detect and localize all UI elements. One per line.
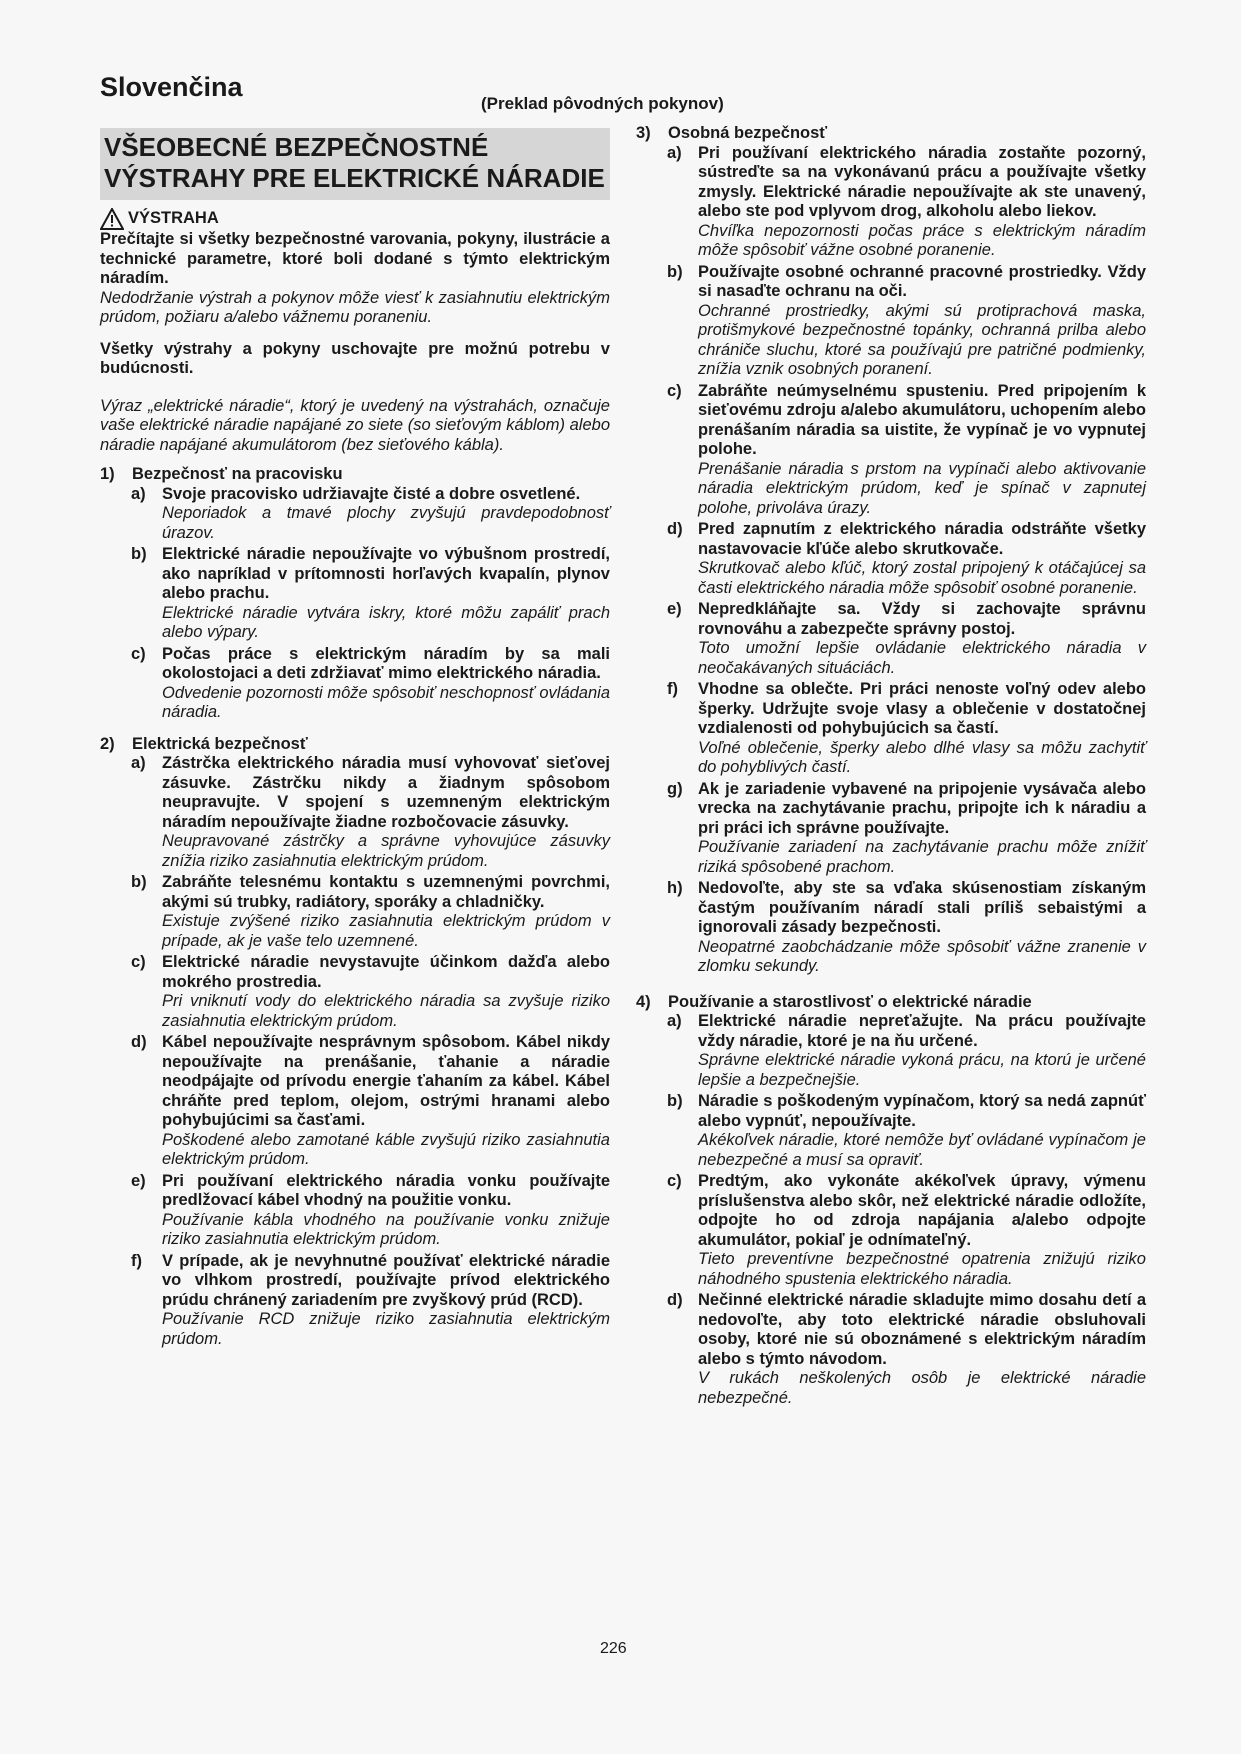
list-item: e) Pri používaní elektrického náradia vonku používajte predlžovací kábel vhodný na použitie vonku. Používanie kábla vhodného na používanie vonku znižuje riziko zasiahnutia elektrickým prúdom.	[131, 1171, 610, 1248]
list-item: f) Vhodne sa oblečte. Pri práci nenoste voľný odev alebo šperky. Udržujte svoje vlasy a oblečenie v dostatočnej vzdialenosti od pohybujúcich sa častí. Voľné oblečenie, šperky alebo dlhé vlasy sa môžu zachytiť do pohyblivých častí.	[667, 680, 1146, 776]
section-heading: 1) Bezpečnosť na pracovisku	[100, 465, 343, 483]
section-heading: 3) Osobná bezpečnosť	[636, 124, 828, 142]
list-item: d) Kábel nepoužívajte nesprávnym spôsobom. Kábel nikdy nepoužívajte na prenášanie, ťahanie a náradie neodpájajte od prívodu energie ťahaním za kábel. Kábel chráňte pred teplom, olejom, ostrými hranami alebo pohybujúcimi sa časťami. Poškodené alebo zamotané káble zvyšujú riziko zasiahnutia elektrickým prúdom.	[131, 1033, 610, 1168]
list-item: a) Zástrčka elektrického náradia musí vyhovovať sieťovej zásuvke. Zástrčku nikdy a žiadnym spôsobom neupravujte. V spojení s uzemneným elektrickým náradím nepoužívajte žiadne rozbočovacie zásuvky. Neupravované zástrčky a správne vyhovujúce zásuvky znížia riziko zasiahnutia elektrickým prúdom.	[131, 754, 610, 870]
intro-bold: Prečítajte si všetky bezpečnostné varovania, pokyny, ilustrácie a technické parametre, ktoré boli dodané s týmto elektrickým náradím.	[100, 230, 610, 287]
list-item: c) Elektrické náradie nevystavujte účinkom dažďa alebo mokrého prostredia. Pri vniknutí vody do elektrického náradia sa zvyšuje riziko zasiahnutia elektrickým prúdom.	[131, 953, 610, 1030]
section-title: VŠEOBECNÉ BEZPEČNOSTNÉ VÝSTRAHY PRE ELEKTRICKÉ NÁRADIE	[100, 128, 610, 200]
section-heading: 4) Používanie a starostlivosť o elektrické náradie	[636, 992, 1032, 1011]
list-item: c) Predtým, ako vykonáte akékoľvek úpravy, výmenu príslušenstva alebo skôr, než elektrické náradie odložíte, odpojte ho od zdroja napájania a/alebo odpojte akumulátor, pokiaľ je odnímateľný. Tieto preventívne bezpečnostné opatrenia znižujú riziko náhodného spustenia elektrického náradia.	[667, 1172, 1146, 1288]
list-item: b) Používajte osobné ochranné pracovné prostriedky. Vždy si nasaďte ochranu na oči. Ochranné prostriedky, akými sú protiprachová maska, protišmykové bezpečnostné topánky, ochranná prilba alebo chrániče sluchu, ktoré sa používajú pre patričné podmienky, znížia vznik osobných poranení.	[667, 262, 1146, 378]
list-item: a) Pri používaní elektrického náradia zostaňte pozorný, sústreďte sa na vykonávanú prácu a používajte všetky zmysly. Elektrické náradie nepoužívajte ak ste unavený, alebo ste pod vplyvom drog, alkoholu alebo liekov. Chvíľka nepozornosti počas práce s elektrickým náradím môže spôsobiť vážne osobné poranenie.	[667, 143, 1146, 259]
list-item: b) Zabráňte telesnému kontaktu s uzemnenými povrchmi, akými sú trubky, radiátory, sporáky a chladničky. Existuje zvýšené riziko zasiahnutia elektrickým prúdom v prípade, ak je vaše telo uzemnené.	[131, 873, 610, 950]
list-item: a) Elektrické náradie nepreťažujte. Na prácu používajte vždy náradie, ktoré je na ňu určené. Správne elektrické náradie vykoná prácu, na ktorú je určené lepšie a bezpečnejšie.	[667, 1012, 1146, 1089]
right-column	[636, 124, 1146, 1410]
warning-triangle-icon	[100, 208, 124, 230]
page-number: 226	[600, 1640, 627, 1657]
list-item: b) Náradie s poškodeným vypínačom, ktorý sa nedá zapnúť alebo vypnúť, nepoužívajte. Akékoľvek náradie, ktoré nemôže byť ovládané vypínačom je nebezpečné a musí sa opraviť.	[667, 1092, 1146, 1169]
keep-instructions: Všetky výstrahy a pokyny uschovajte pre možnú potrebu v budúcnosti.	[100, 339, 610, 377]
list-item: f) V prípade, ak je nevyhnutné používať elektrické náradie vo vlhkom prostredí, používajte prívod elektrického prúdu chránený zariadením pre zvyškový prúd (RCD). Používanie RCD znižuje riziko zasiahnutia elektrickým prúdom.	[131, 1251, 610, 1348]
list-item: c) Počas práce s elektrickým náradím by sa mali okolostojaci a deti zdržiavať mimo elektrického náradia. Odvedenie pozornosti môže spôsobiť neschopnosť ovládania náradia.	[131, 644, 610, 721]
list-item: e) Nepredkláňajte sa. Vždy si zachovajte správnu rovnováhu a zabezpečte správny postoj. Toto umožní lepšie ovládanie elektrického náradia v neočakávaných situáciách.	[667, 600, 1146, 677]
intro-italic: Nedodržanie výstrah a pokynov môže viesť k zasiahnutiu elektrickým prúdom, požiaru a/alebo vážnemu poraneniu.	[100, 288, 610, 326]
list-item: d) Nečinné elektrické náradie skladujte mimo dosahu detí a nedovoľte, aby toto elektrické náradie obsluhovali osoby, ktoré nie sú oboznámené s elektrickým náradím alebo s týmto návodom. V rukách neškolených osôb je elektrické náradie nebezpečné.	[667, 1291, 1146, 1407]
translation-note: (Preklad pôvodných pokynov)	[481, 94, 724, 113]
language-heading: Slovenčina	[100, 72, 243, 102]
definition-text: Výraz „elektrické náradie“, ktorý je uvedený na výstrahách, označuje vaše elektrické náradie napájané zo siete (so sieťovým káblom) alebo náradie napájané akumulátorom (bez sieťového kábla).	[100, 396, 610, 454]
warning-label: VÝSTRAHA	[128, 209, 219, 228]
warning-heading	[100, 208, 610, 230]
list-item: h) Nedovoľte, aby ste sa vďaka skúsenostiam získaným častým používaním náradí stali príliš sebaistými a ignorovali zásady bezpečnosti. Neopatrné zaobchádzanie môže spôsobiť vážne zranenie v zlomku sekundy.	[667, 879, 1146, 975]
list-item: d) Pred zapnutím z elektrického náradia odstráňte všetky nastavovacie kľúče alebo skrutkovače. Skrutkovač alebo kľúč, ktorý zostal pripojený k otáčajúcej sa časti elektrického náradia môže spôsobiť osobné poranenie.	[667, 520, 1146, 597]
section-heading: 2) Elektrická bezpečnosť	[100, 734, 308, 753]
list-item: c) Zabráňte neúmyselnému spusteniu. Pred pripojením k sieťovému zdroju a/alebo akumulátoru, uchopením alebo prenášaním náradia sa uistite, že vypínač je vo vypnutej polohe. Prenášanie náradia s prstom na vypínači alebo aktivovanie náradia elektrickým prúdom, keď je spínač v zapnutej polohe, privoláva úrazy.	[667, 381, 1146, 517]
list-item: a) Svoje pracovisko udržiavajte čisté a dobre osvetlené. Neporiadok a tmavé plochy zvyšujú pravdepodobnosť úrazov.	[131, 484, 610, 542]
list-item: b) Elektrické náradie nepoužívajte vo výbušnom prostredí, ako napríklad v prítomnosti horľavých kvapalín, plynov alebo prachu. Elektrické náradie vytvára iskry, ktoré môžu zapáliť prach alebo výpary.	[131, 545, 610, 641]
list-item: g) Ak je zariadenie vybavené na pripojenie vysávača alebo vrecka na zachytávanie prachu, pripojte ich k náradiu a pri práci ich správne používajte. Používanie zariadení na zachytávanie prachu môže znížiť riziká spôsobené prachom.	[667, 779, 1146, 876]
left-column	[100, 128, 610, 1351]
